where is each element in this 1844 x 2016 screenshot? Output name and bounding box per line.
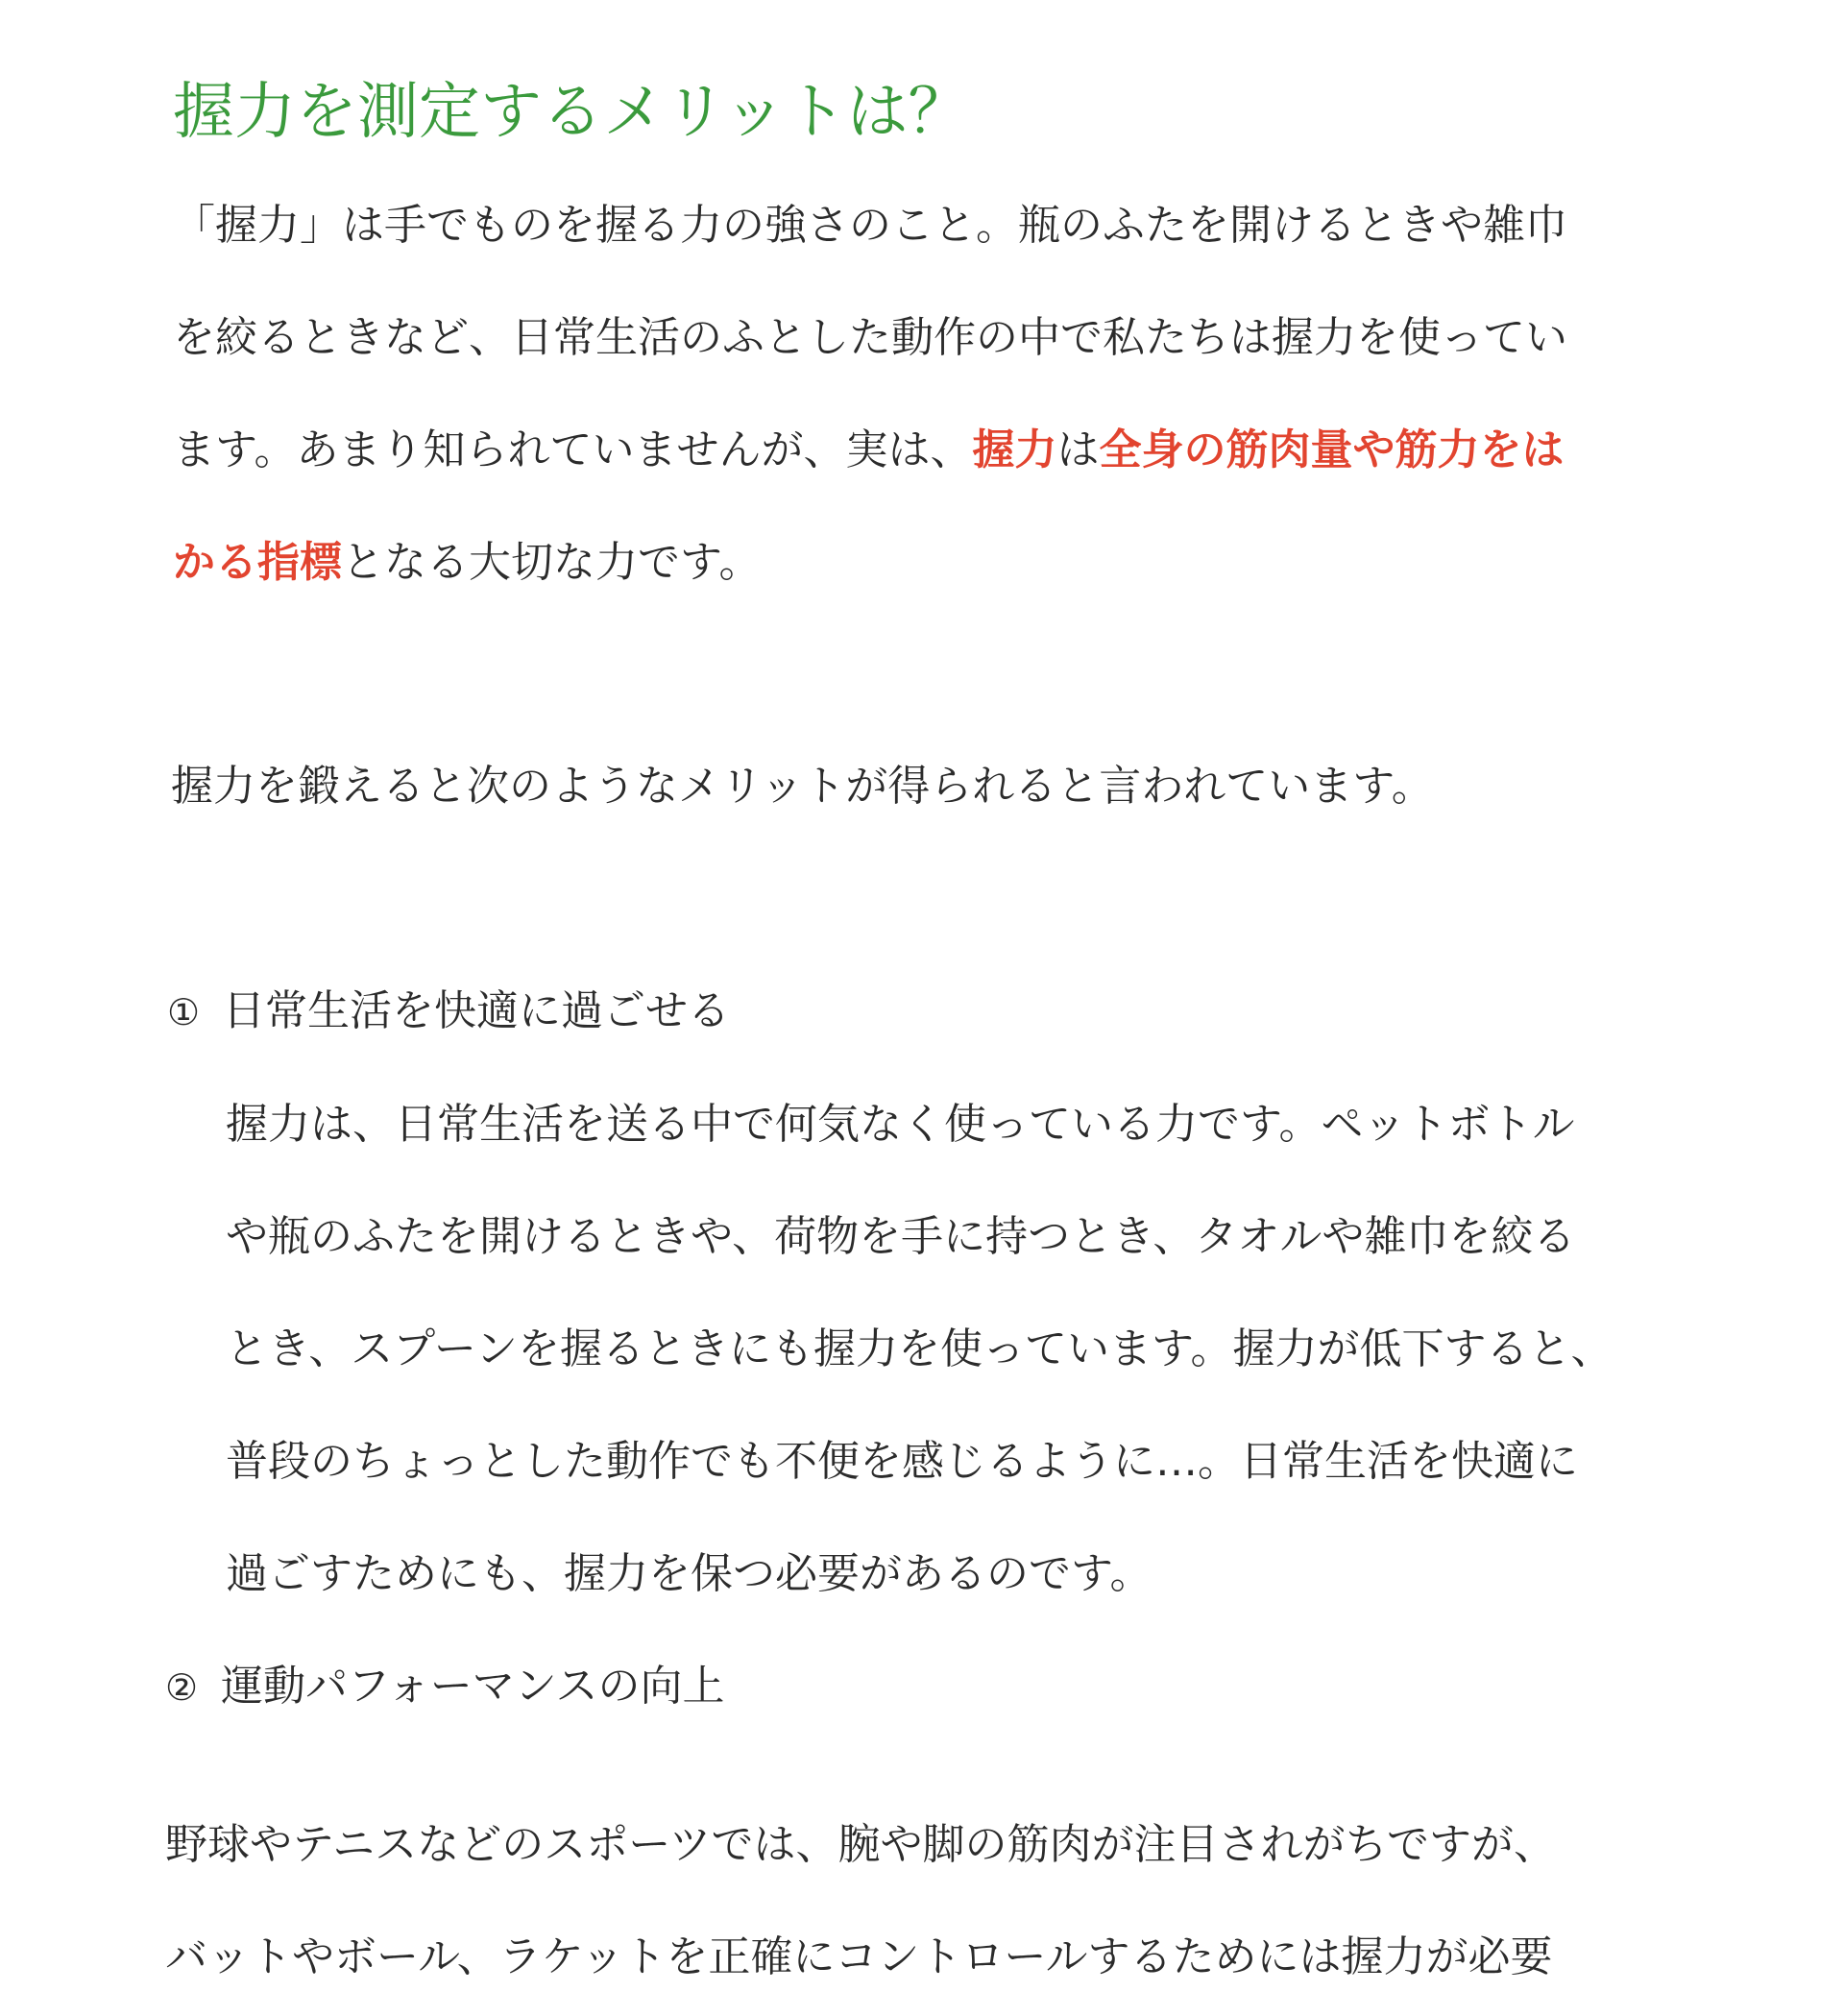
intro-paragraph <box>173 169 1567 619</box>
intro-line-3-particle: は <box>1056 425 1100 474</box>
item-2-line-1: 野球やテニスなどのスポーツでは、腕や脚の筋肉が注目されがちですが、 <box>165 1820 1557 1869</box>
item-2-body <box>165 1788 1556 2013</box>
item-1-line-1: 握力は、日常生活を送る中で何気なく使っている力です。ペットボトル <box>226 1100 1575 1149</box>
intro-line-2: を絞るときなど、日常生活のふとした動作の中で私たちは握力を使ってい <box>173 313 1567 362</box>
intro-line-4 <box>173 506 1567 619</box>
highlight-indicator: かる指標 <box>173 538 342 587</box>
merit-intro-text: 握力を鍛えると次のようなメリットが得られると言われています。 <box>171 762 1434 811</box>
item-1-line-4: 普段のちょっとした動作でも不便を感じるように…。日常生活を快適に <box>226 1437 1578 1486</box>
item-2-heading <box>165 1648 724 1726</box>
highlight-grip-strength: 握力 <box>972 425 1057 474</box>
intro-line-3-text: ます。あまり知られていませんが、実は、 <box>173 425 973 474</box>
page-title: 握力を測定するメリットは？ <box>173 77 970 148</box>
item-1-heading-text: 日常生活を快適に過ごせる <box>223 986 730 1035</box>
item-2-heading-text: 運動パフォーマンスの向上 <box>221 1662 725 1711</box>
item-1-line-5: 過ごすためにも、握力を保つ必要があるのです。 <box>226 1549 1152 1598</box>
item-1-line-2: や瓶のふたを開けるときや、荷物を手に持つとき、タオルや雑巾を絞る <box>226 1212 1576 1261</box>
item-1-line-3: とき、スプーンを握るときにも握力を使っています。握力が低下すると、 <box>226 1324 1614 1373</box>
item-1-heading <box>167 973 730 1051</box>
item-2-number: ② <box>165 1666 199 1709</box>
item-1-body <box>226 1068 1614 1630</box>
item-2-line-2: バットやボール、ラケットを正確にコントロールするためには握力が必要 <box>165 1932 1553 1981</box>
intro-line-3 <box>173 394 1567 506</box>
intro-line-4-text: となる大切な力です。 <box>342 538 762 587</box>
item-1-number: ① <box>167 991 201 1033</box>
highlight-muscle-mass: 全身の筋肉量や筋力をは <box>1099 425 1565 474</box>
intro-line-1: 「握力」は手でものを握る力の強さのこと。瓶のふたを開けるときや雑巾 <box>173 201 1567 250</box>
